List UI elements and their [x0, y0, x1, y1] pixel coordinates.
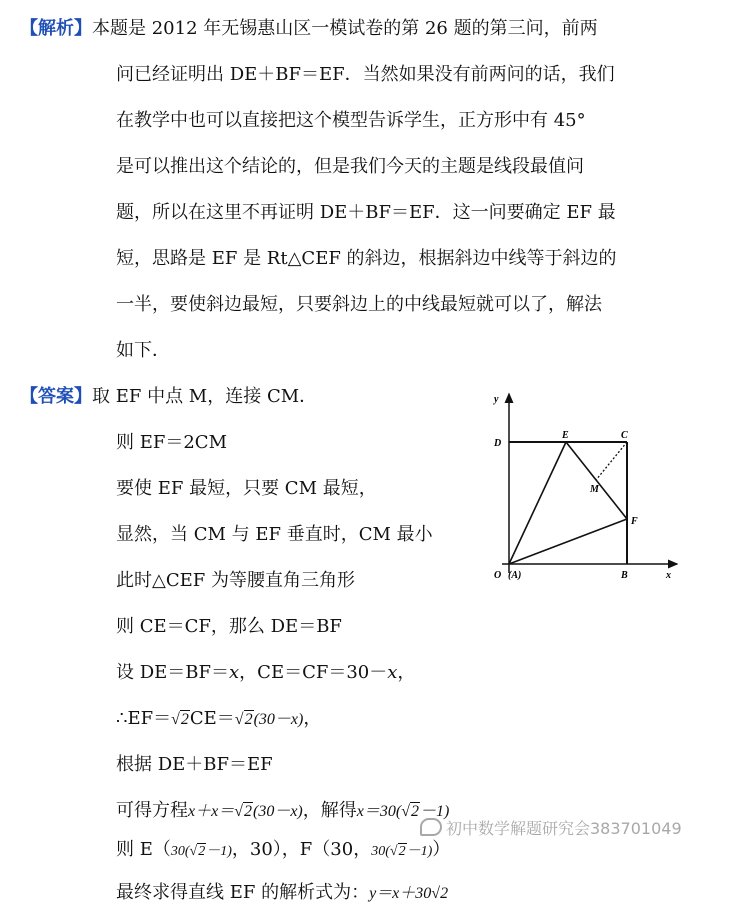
answer-line-1	[20, 384, 317, 410]
answer-line-8: ∴EF＝√2CE＝√2(30－x)，	[116, 708, 322, 729]
wechat-logo-icon	[420, 818, 442, 836]
label-E: E	[562, 430, 569, 441]
analysis-text: 本题是 2012 年无锡惠山区一模试卷的第 26 题的第三问，前两	[92, 18, 598, 39]
answer-line-11: 则 E（30(√2－1)，30），F（30，30(√2－1)）	[116, 839, 451, 860]
label-B: B	[621, 570, 628, 581]
analysis-line-6: 短，思路是 EF 是 Rt△CEF 的斜边，根据斜边中线等于斜边的	[116, 248, 617, 269]
analysis-line-3: 在教学中也可以直接把这个模型告诉学生，正方形中有 45°	[116, 110, 586, 131]
label-x: x	[666, 570, 671, 581]
answer-line-9: 根据 DE＋BF＝EF	[116, 754, 273, 775]
analysis-tag: 【解析】	[20, 18, 92, 39]
analysis-line-1	[20, 16, 598, 42]
analysis-line-2: 问已经证明出 DE＋BF＝EF．当然如果没有前两问的话，我们	[116, 64, 615, 85]
answer-line-3: 要使 EF 最短，只要 CM 最短，	[116, 478, 377, 499]
analysis-line-5: 题，所以在这里不再证明 DE＋BF＝EF．这一问要确定 EF 最	[116, 202, 616, 223]
label-O: O	[494, 570, 502, 581]
analysis-line-7: 一半，要使斜边最短，只要斜边上的中线最短就可以了，解法	[116, 294, 602, 315]
label-C: C	[621, 430, 628, 441]
geometry-figure	[482, 388, 687, 593]
answer-line-4: 显然，当 CM 与 EF 垂直时，CM 最小	[116, 524, 433, 545]
label-y: y	[494, 394, 499, 405]
analysis-line-4: 是可以推出这个结论的，但是我们今天的主题是线段最值问	[116, 156, 584, 177]
answer-tag: 【答案】	[20, 386, 92, 407]
answer-line-12: 最终求得直线 EF 的解析式为：y＝x＋30√2	[116, 882, 449, 903]
label-D: D	[494, 438, 502, 449]
answer-line-2: 则 EF＝2CM	[116, 432, 228, 453]
label-M: M	[590, 484, 599, 495]
segment-CM	[596, 442, 627, 480]
answer-line-10: 可得方程x＋x＝√2(30－x)，解得x＝30(√2－1)	[116, 800, 450, 821]
label-A: (A)	[508, 570, 522, 581]
segment-EF	[566, 442, 627, 519]
sqrt-expression: √2(30－x)	[234, 711, 304, 728]
watermark: 初中数学解题研究会383701049	[420, 816, 682, 839]
equation: x＋x＝√2(30－x)	[188, 803, 303, 820]
answer-line-7: 设 DE＝BF＝x，CE＝CF＝30－x，	[116, 662, 416, 683]
label-F: F	[631, 516, 638, 527]
answer-line-5: 此时△CEF 为等腰直角三角形	[116, 570, 355, 591]
sqrt-expression: √2	[171, 711, 189, 728]
analysis-line-8: 如下．	[116, 340, 170, 361]
solution: x＝30(√2－1)	[356, 803, 450, 820]
answer-line-6: 则 CE＝CF，那么 DE＝BF	[116, 616, 342, 637]
answer-text: 取 EF 中点 M，连接 CM．	[92, 386, 318, 407]
